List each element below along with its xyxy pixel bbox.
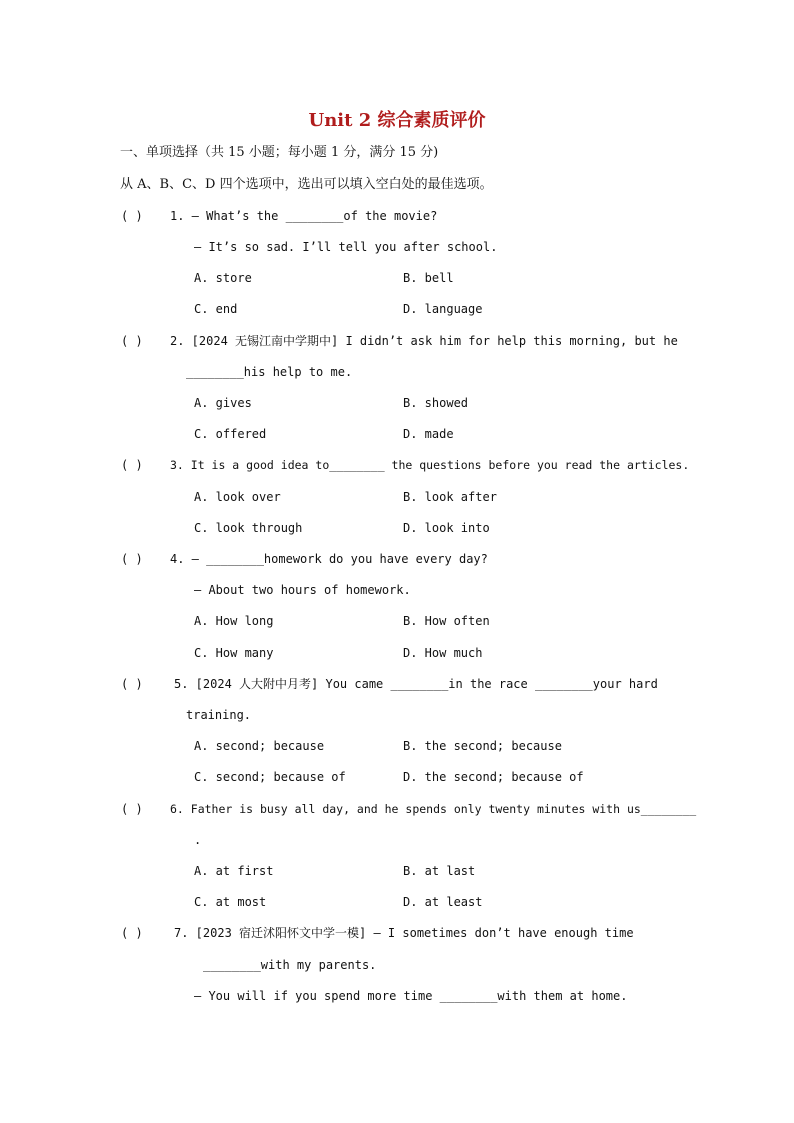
option-d[interactable]: D. the second; because of bbox=[403, 770, 584, 784]
answer-paren[interactable]: ( ) bbox=[121, 677, 143, 691]
question-stem: 1. — What’s the ________of the movie? bbox=[170, 209, 438, 223]
option-c[interactable]: C. How many bbox=[194, 646, 274, 660]
question-stem-continued: ________with my parents. bbox=[203, 958, 377, 972]
option-a[interactable]: A. look over bbox=[194, 490, 281, 504]
option-b[interactable]: B. look after bbox=[403, 490, 497, 504]
option-a[interactable]: A. How long bbox=[194, 614, 274, 628]
option-c[interactable]: C. look through bbox=[194, 521, 303, 535]
question-stem-continued: training. bbox=[186, 708, 252, 722]
answer-paren[interactable]: ( ) bbox=[121, 209, 143, 223]
question-stem: 7. [2023 宿迁沭阳怀文中学一模] — I sometimes don’t have enough time bbox=[174, 926, 634, 940]
section-instruction: 从 A、B、C、D 四个选项中，选出可以填入空白处的最佳选项。 bbox=[120, 177, 493, 192]
option-b[interactable]: B. bell bbox=[403, 271, 454, 285]
question-stem: 5. [2024 人大附中月考] You came ________in the race ________your hard bbox=[174, 677, 658, 691]
option-b[interactable]: B. showed bbox=[403, 396, 469, 410]
option-d[interactable]: D. look into bbox=[403, 521, 490, 535]
option-b[interactable]: B. the second; because bbox=[403, 739, 562, 753]
option-d[interactable]: D. at least bbox=[403, 895, 483, 909]
question-stem-continued: . bbox=[194, 833, 202, 847]
option-a[interactable]: A. store bbox=[194, 271, 252, 285]
option-c[interactable]: C. at most bbox=[194, 895, 267, 909]
question-dialog-line: — You will if you spend more time ________with them at home. bbox=[194, 989, 628, 1003]
option-d[interactable]: D. made bbox=[403, 427, 454, 441]
question-stem: 6. Father is busy all day, and he spends only twenty minutes with us________ bbox=[170, 802, 697, 816]
option-a[interactable]: A. gives bbox=[194, 396, 252, 410]
question-stem-continued: ________his help to me. bbox=[186, 365, 353, 379]
option-c[interactable]: C. second; because of bbox=[194, 770, 346, 784]
page-title: Unit 2 综合素质评价 bbox=[308, 110, 486, 131]
answer-paren[interactable]: ( ) bbox=[121, 802, 143, 816]
option-b[interactable]: B. How often bbox=[403, 614, 490, 628]
question-stem: 3. It is a good idea to________ the questions before you read the articles. bbox=[170, 458, 690, 472]
option-c[interactable]: C. end bbox=[194, 302, 238, 316]
question-dialog-line: — About two hours of homework. bbox=[194, 583, 411, 597]
question-stem: 4. — ________homework do you have every day? bbox=[170, 552, 488, 566]
answer-paren[interactable]: ( ) bbox=[121, 926, 143, 940]
option-d[interactable]: D. How much bbox=[403, 646, 483, 660]
option-d[interactable]: D. language bbox=[403, 302, 483, 316]
section-heading: 一、单项选择（共 15 小题；每小题 1 分，满分 15 分) bbox=[120, 145, 439, 160]
option-a[interactable]: A. second; because bbox=[194, 739, 325, 753]
answer-paren[interactable]: ( ) bbox=[121, 334, 143, 348]
question-stem: 2. [2024 无锡江南中学期中] I didn’t ask him for help this morning, but he bbox=[170, 334, 678, 348]
question-dialog-line: — It’s so sad. I’ll tell you after school. bbox=[194, 240, 498, 254]
option-c[interactable]: C. offered bbox=[194, 427, 267, 441]
option-a[interactable]: A. at first bbox=[194, 864, 274, 878]
option-b[interactable]: B. at last bbox=[403, 864, 476, 878]
answer-paren[interactable]: ( ) bbox=[121, 458, 143, 472]
answer-paren[interactable]: ( ) bbox=[121, 552, 143, 566]
